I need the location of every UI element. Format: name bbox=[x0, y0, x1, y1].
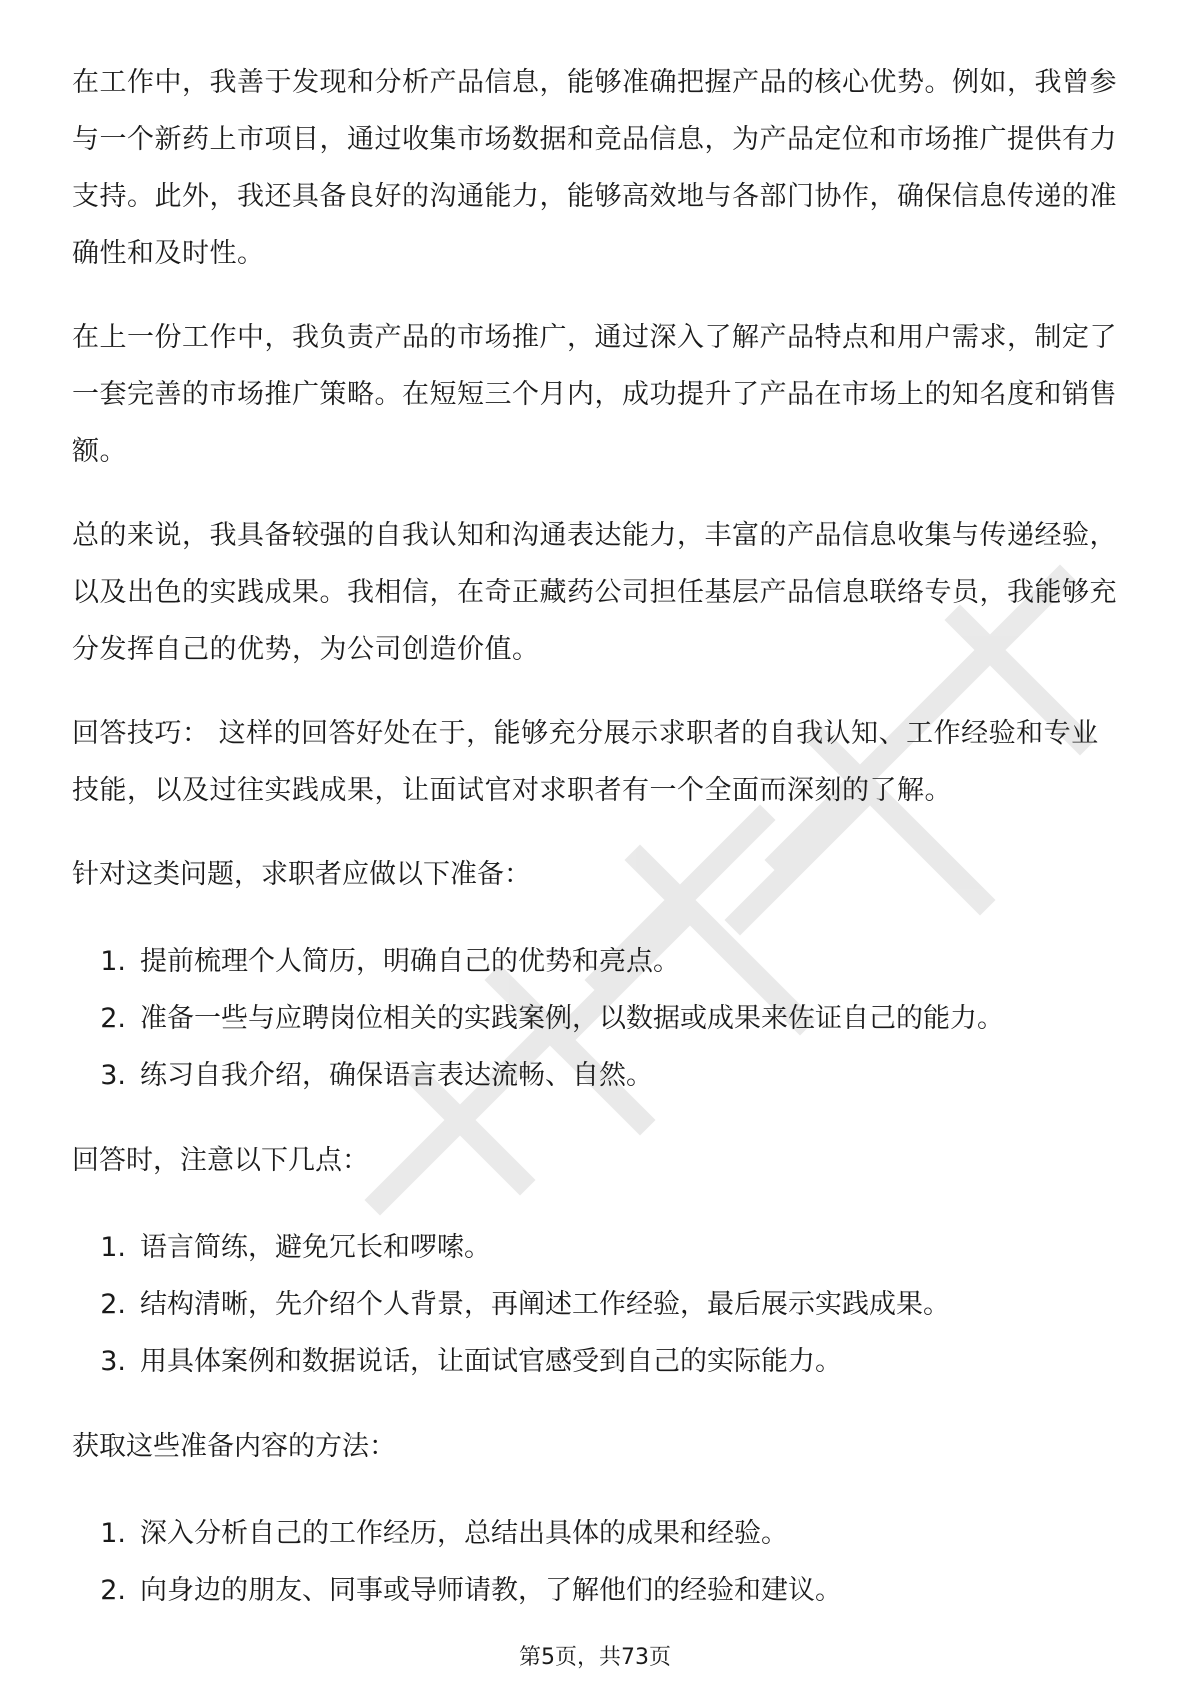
list-text: 准备一些与应聘岗位相关的实践案例，以数据或成果来佐证自己的能力。 bbox=[140, 1003, 1004, 1034]
list-number: 1. bbox=[100, 1518, 126, 1549]
list-text: 结构清晰，先介绍个人背景，再阐述工作经验，最后展示实践成果。 bbox=[140, 1289, 950, 1320]
list-item bbox=[72, 1505, 1122, 1562]
paragraph-summary: 总的来说，我具备较强的自我认知和沟通表达能力，丰富的产品信息收集与传递经验，以及出色的实践成果。我相信，在奇正藏药公司担任基层产品信息联络专员，我能够充分发挥自己的优势，为公司创造价值。 bbox=[72, 520, 1117, 665]
preparation-list bbox=[72, 933, 1122, 1104]
heading-preparation: 针对这类问题，求职者应做以下准备： bbox=[72, 859, 531, 890]
list-item bbox=[72, 990, 1122, 1047]
list-item bbox=[72, 1047, 1122, 1104]
list-text: 向身边的朋友、同事或导师请教，了解他们的经验和建议。 bbox=[140, 1575, 842, 1606]
list-text: 提前梳理个人简历，明确自己的优势和亮点。 bbox=[140, 946, 680, 977]
list-number: 2. bbox=[100, 1575, 126, 1606]
paragraph-previous-job: 在上一份工作中，我负责产品的市场推广，通过深入了解产品特点和用户需求，制定了一套完善的市场推广策略。在短短三个月内，成功提升了产品在市场上的知名度和销售额。 bbox=[72, 322, 1117, 467]
list-text: 练习自我介绍，确保语言表达流畅、自然。 bbox=[140, 1060, 653, 1091]
paragraph-answer-tips: 回答技巧： 这样的回答好处在于，能够充分展示求职者的自我认知、工作经验和专业技能，以及过往实践成果，让面试官对求职者有一个全面而深刻的了解。 bbox=[72, 718, 1099, 806]
list-number: 2. bbox=[100, 1003, 126, 1034]
list-number: 1. bbox=[100, 946, 126, 977]
list-text: 用具体案例和数据说话，让面试官感受到自己的实际能力。 bbox=[140, 1346, 842, 1377]
list-item bbox=[72, 1276, 1122, 1333]
list-number: 3. bbox=[100, 1060, 126, 1091]
paragraph-work-strengths: 在工作中，我善于发现和分析产品信息，能够准确把握产品的核心优势。例如，我曾参与一个新药上市项目，通过收集市场数据和竞品信息，为产品定位和市场推广提供有力支持。此外，我还具备良好的沟通能力，能够高效地与各部门协作，确保信息传递的准确性和及时性。 bbox=[72, 67, 1117, 269]
list-number: 1. bbox=[100, 1232, 126, 1263]
list-text: 深入分析自己的工作经历，总结出具体的成果和经验。 bbox=[140, 1518, 788, 1549]
notes-list bbox=[72, 1219, 1122, 1390]
list-item bbox=[72, 933, 1122, 990]
heading-notes: 回答时，注意以下几点： bbox=[72, 1145, 369, 1176]
list-text: 语言简练，避免冗长和啰嗦。 bbox=[140, 1232, 491, 1263]
list-item bbox=[72, 1562, 1122, 1619]
list-item bbox=[72, 1333, 1122, 1390]
list-item bbox=[72, 1219, 1122, 1276]
heading-methods: 获取这些准备内容的方法： bbox=[72, 1431, 396, 1462]
document-page bbox=[72, 54, 1122, 1647]
page-footer: 第5页，共73页 bbox=[519, 1645, 671, 1670]
list-number: 2. bbox=[100, 1289, 126, 1320]
methods-list bbox=[72, 1505, 1122, 1619]
list-number: 3. bbox=[100, 1346, 126, 1377]
